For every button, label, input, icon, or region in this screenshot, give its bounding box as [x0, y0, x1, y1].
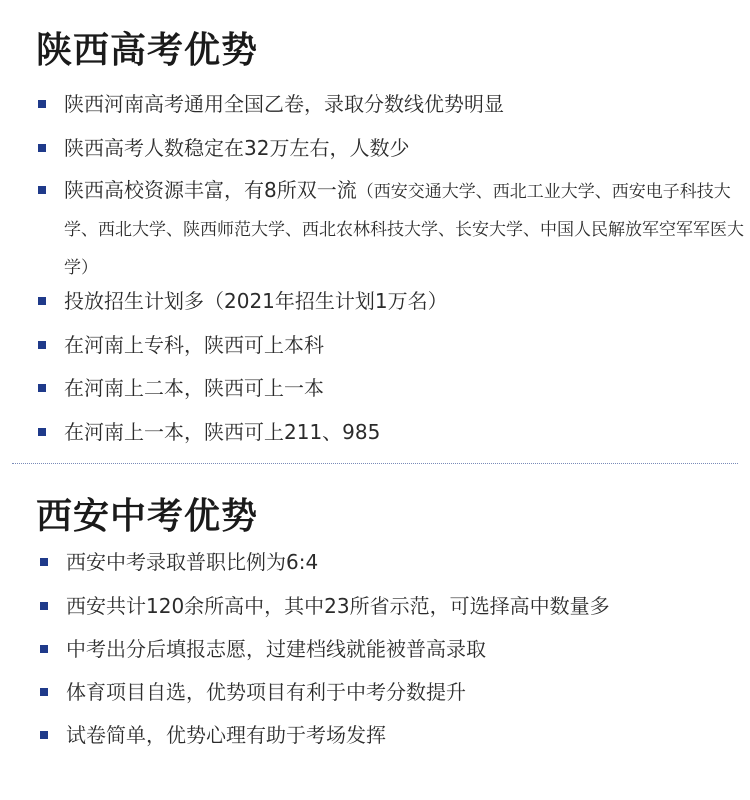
bullet-square-icon [40, 602, 48, 610]
list-item-text: 西安中考录取普职比例为6:4 [66, 550, 319, 574]
bullet-square-icon [38, 341, 46, 349]
list-item-text: 中考出分后填报志愿，过建档线就能被普高录取 [66, 637, 486, 661]
list-item-text: 陕西高考人数稳定在32万左右，人数少 [64, 136, 410, 160]
bullet-square-icon [38, 428, 46, 436]
list-item-text-multiline [64, 172, 750, 286]
list-item-text: 陕西河南高考通用全国乙卷，录取分数线优势明显 [64, 92, 504, 116]
section-title-gaokao: 陕西高考优势 [36, 30, 259, 71]
bullet-square-icon [38, 144, 46, 152]
section-title-zhongkao: 西安中考优势 [36, 496, 259, 537]
list-item-text: 试卷简单，优势心理有助于考场发挥 [66, 723, 386, 747]
bullet-square-icon [38, 100, 46, 108]
list-item-text: 陕西高校资源丰富，有8所双一流 [64, 178, 357, 202]
list-item-detail: （西安交通大学、西北工业大学、西安电子科技大学、西北大学、陕西师范大学、西北农林科技大学、长安大学、中国人民解放军空军军医大学） [64, 182, 744, 278]
bullet-square-icon [40, 731, 48, 739]
bullet-square-icon [40, 645, 48, 653]
list-item-text: 在河南上专科，陕西可上本科 [64, 333, 324, 357]
list-item-text: 在河南上二本，陕西可上一本 [64, 376, 324, 400]
bullet-square-icon [38, 297, 46, 305]
bullet-square-icon [38, 384, 46, 392]
list-item-text: 在河南上一本，陕西可上211、985 [64, 420, 381, 444]
list-item-text: 体育项目自选，优势项目有利于中考分数提升 [66, 680, 466, 704]
bullet-square-icon [40, 558, 48, 566]
bullet-square-icon [38, 186, 46, 194]
bullet-square-icon [40, 688, 48, 696]
list-item-text: 投放招生计划多（2021年招生计划1万名） [64, 289, 448, 313]
section-divider [12, 463, 738, 464]
list-item-text: 西安共计120余所高中，其中23所省示范，可选择高中数量多 [66, 594, 610, 618]
